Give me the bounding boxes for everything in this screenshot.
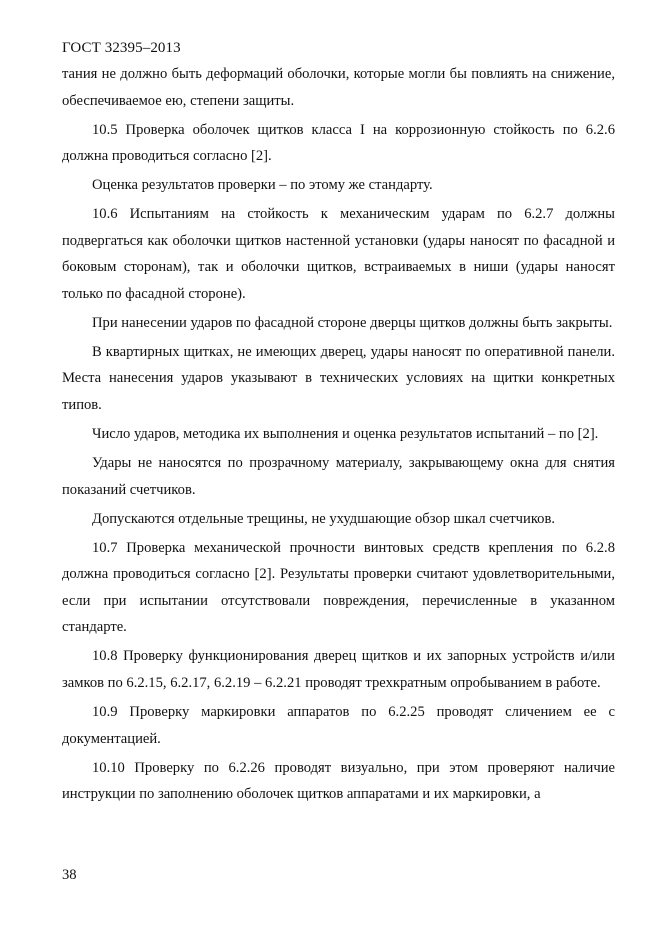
paragraph-cracks: Допускаются отдельные трещины, не ухудшающие обзор шкал счетчиков.: [92, 510, 556, 527]
paragraph-10-9: 10.9 Проверку маркировки аппаратов по 6.2.25 проводят сличением ее с документацией.: [62, 704, 615, 747]
paragraph-impact-count: Число ударов, методика их выполнения и оценка результатов испытаний – по [2].: [92, 426, 599, 443]
paragraph-apartment-panels: В квартирных щитках, не имеющих дверец, удары наносят по оперативной панели. Места нанесения ударов указывают в технических условиях на щитки конкретных типов.: [62, 343, 615, 413]
paragraph-continuation: тания не должно быть деформаций оболочки, которые могли бы повлиять на снижение, обеспечиваемое ею, степени защиты.: [62, 66, 615, 109]
document-body: [62, 61, 615, 808]
paragraph-10-6: 10.6 Испытаниям на стойкость к механическим ударам по 6.2.7 должны подвергаться как оболочки щитков настенной установки (удары наносят по фасадной и боковым сторонам), так и оболочки щитков, встраиваемых в ниши (удары наносят только по фасадной стороне).: [62, 206, 615, 302]
paragraph-transparent-material: Удары не наносятся по прозрачному материалу, закрывающему окна для снятия показаний счетчиков.: [62, 455, 615, 498]
paragraph-10-8: 10.8 Проверку функционирования дверец щитков и их запорных устройств и/или замков по 6.2.15, 6.2.17, 6.2.19 – 6.2.21 проводят трехкратным опробыванием в работе.: [62, 648, 615, 691]
paragraph-10-10: 10.10 Проверку по 6.2.26 проводят визуально, при этом проверяют наличие инструкции по заполнению оболочек щитков аппаратами и их маркировки, а: [62, 759, 615, 803]
document-header: ГОСТ 32395–2013: [62, 40, 181, 56]
paragraph-facade-doors: При нанесении ударов по фасадной стороне дверцы щитков должны быть закрыты.: [92, 314, 613, 331]
paragraph-10-5: 10.5 Проверка оболочек щитков класса I на коррозионную стойкость по 6.2.6 должна проводиться согласно [2].: [62, 121, 615, 165]
paragraph-assessment: Оценка результатов проверки – по этому же стандарту.: [92, 177, 433, 194]
paragraph-10-7: 10.7 Проверка механической прочности винтовых средств крепления по 6.2.8 должна проводиться согласно [2]. Результаты проверки считают удовлетворительными, если при испытании отсутствовали повреждения, перечисленные в указанном стандарте.: [62, 539, 615, 636]
page-number: 38: [62, 867, 77, 883]
